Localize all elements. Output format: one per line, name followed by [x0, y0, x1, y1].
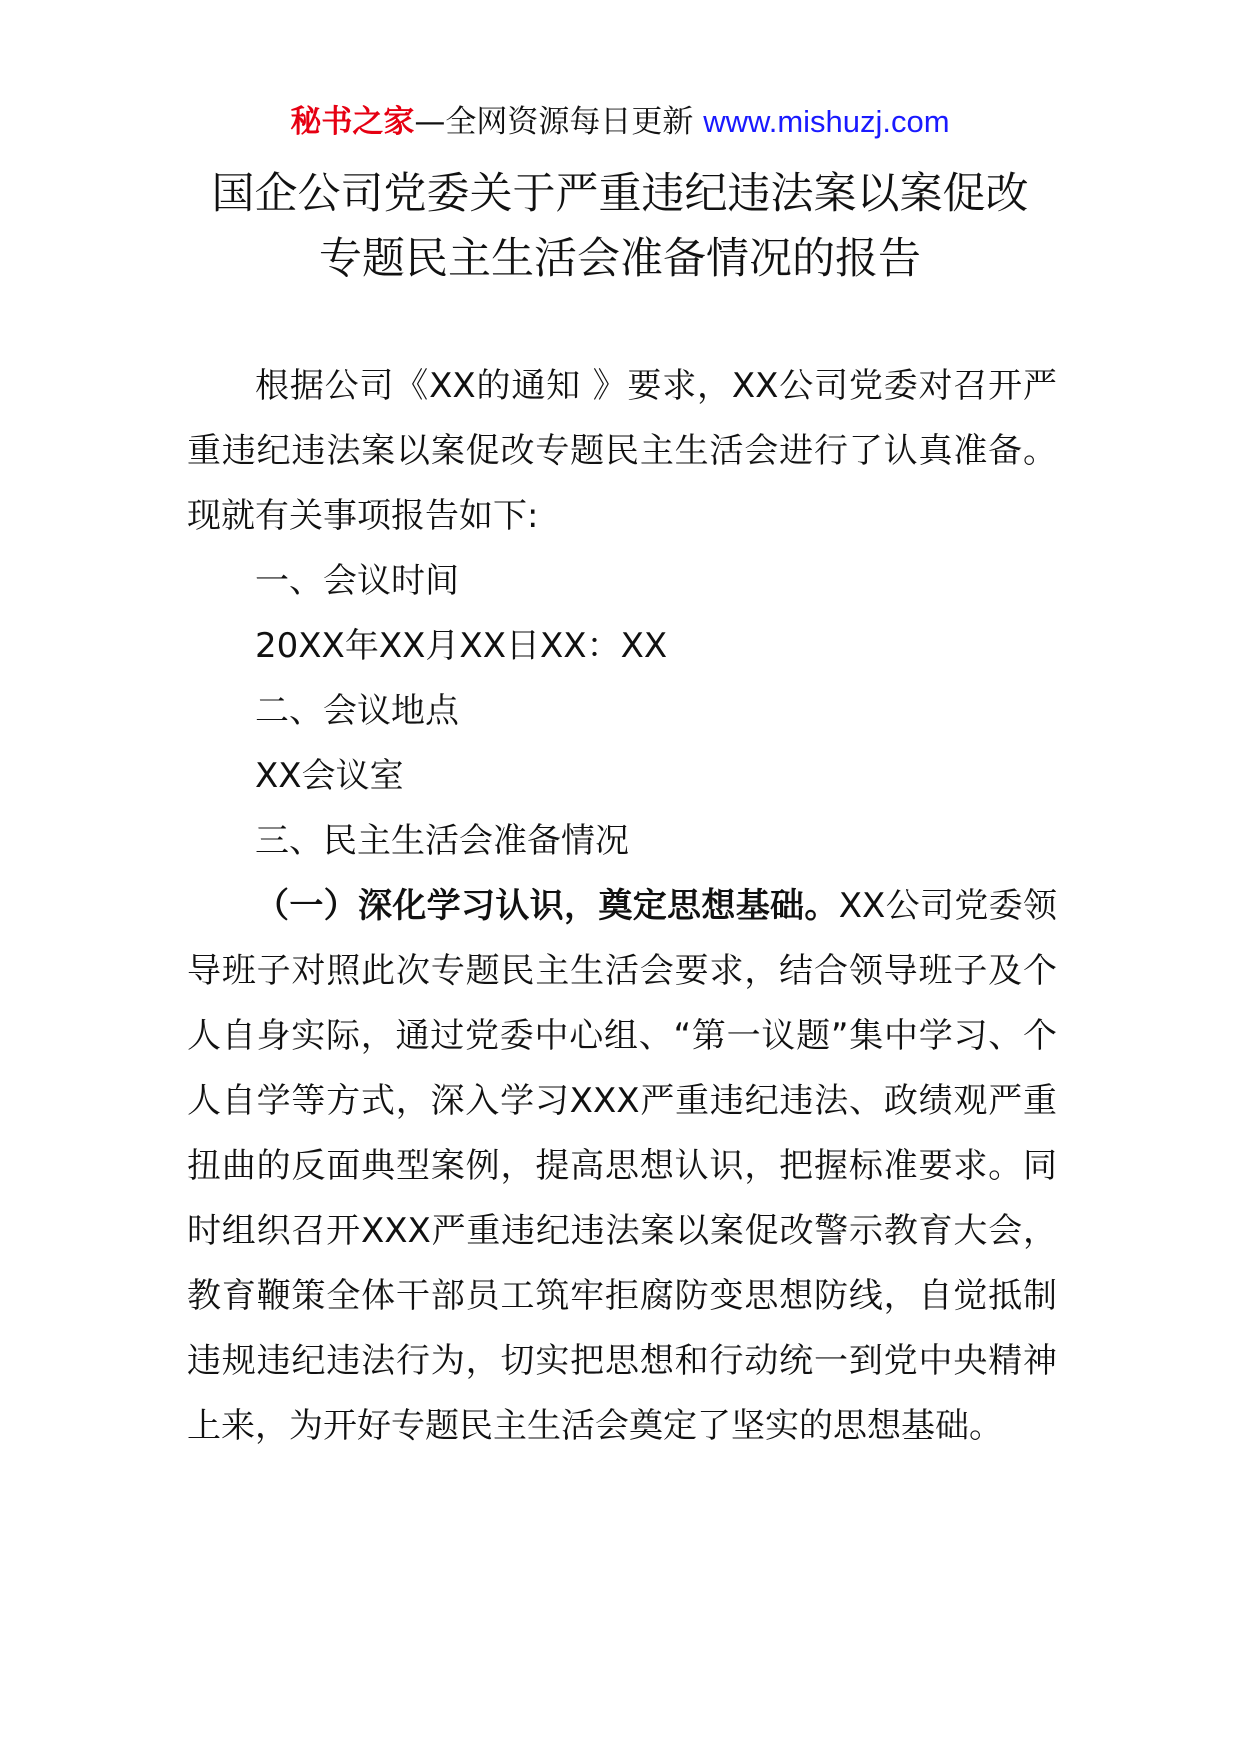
document-title-line-1: 国企公司党委关于严重违纪违法案以案促改	[211, 169, 1029, 219]
document-body	[187, 354, 1057, 1459]
subsection-1-paragraph	[187, 874, 1057, 1459]
section-heading-meeting-place: 二、会议地点	[255, 691, 459, 731]
site-url-link[interactable]: www.mishuzj.com	[703, 104, 950, 139]
site-brand: 秘书之家	[290, 104, 415, 140]
intro-paragraph: 根据公司《XX的通知 》要求，XX公司党委对召开严重违纪违法案以案促改专题民主生活会进行了认真准备。现就有关事项报告如下:	[187, 366, 1057, 536]
site-tagline: —全网资源每日更新	[414, 104, 704, 140]
subsection-1-text: XX公司党委领导班子对照此次专题民主生活会要求，结合领导班子及个人自身实际，通过党委中心组、“第一议题”集中学习、个人自学等方式，深入学习XXX严重违纪违法、政绩观严重扭曲的反面典型案例，提高思想认识，把握标准要求。同时组织召开XXX严重违纪违法案以案促改警示教育大会，教育鞭策全体干部员工筑牢拒腐防变思想防线，自觉抵制违规违纪违法行为，切实把思想和行动统一到党中央精神上来，为开好专题民主生活会奠定了坚实的思想基础。	[187, 886, 1058, 1446]
section-heading-preparation: 三、民主生活会准备情况	[255, 821, 629, 861]
site-header	[0, 100, 1240, 144]
section-heading-meeting-time: 一、会议时间	[255, 561, 459, 601]
document-title-line-2: 专题民主生活会准备情况的报告	[319, 234, 921, 284]
subsection-1-lead: （一）深化学习认识，奠定思想基础。	[255, 886, 839, 926]
meeting-time-value: 20XX年XX月XX日XX：XX	[255, 626, 668, 666]
meeting-place-value: XX会议室	[255, 756, 404, 796]
